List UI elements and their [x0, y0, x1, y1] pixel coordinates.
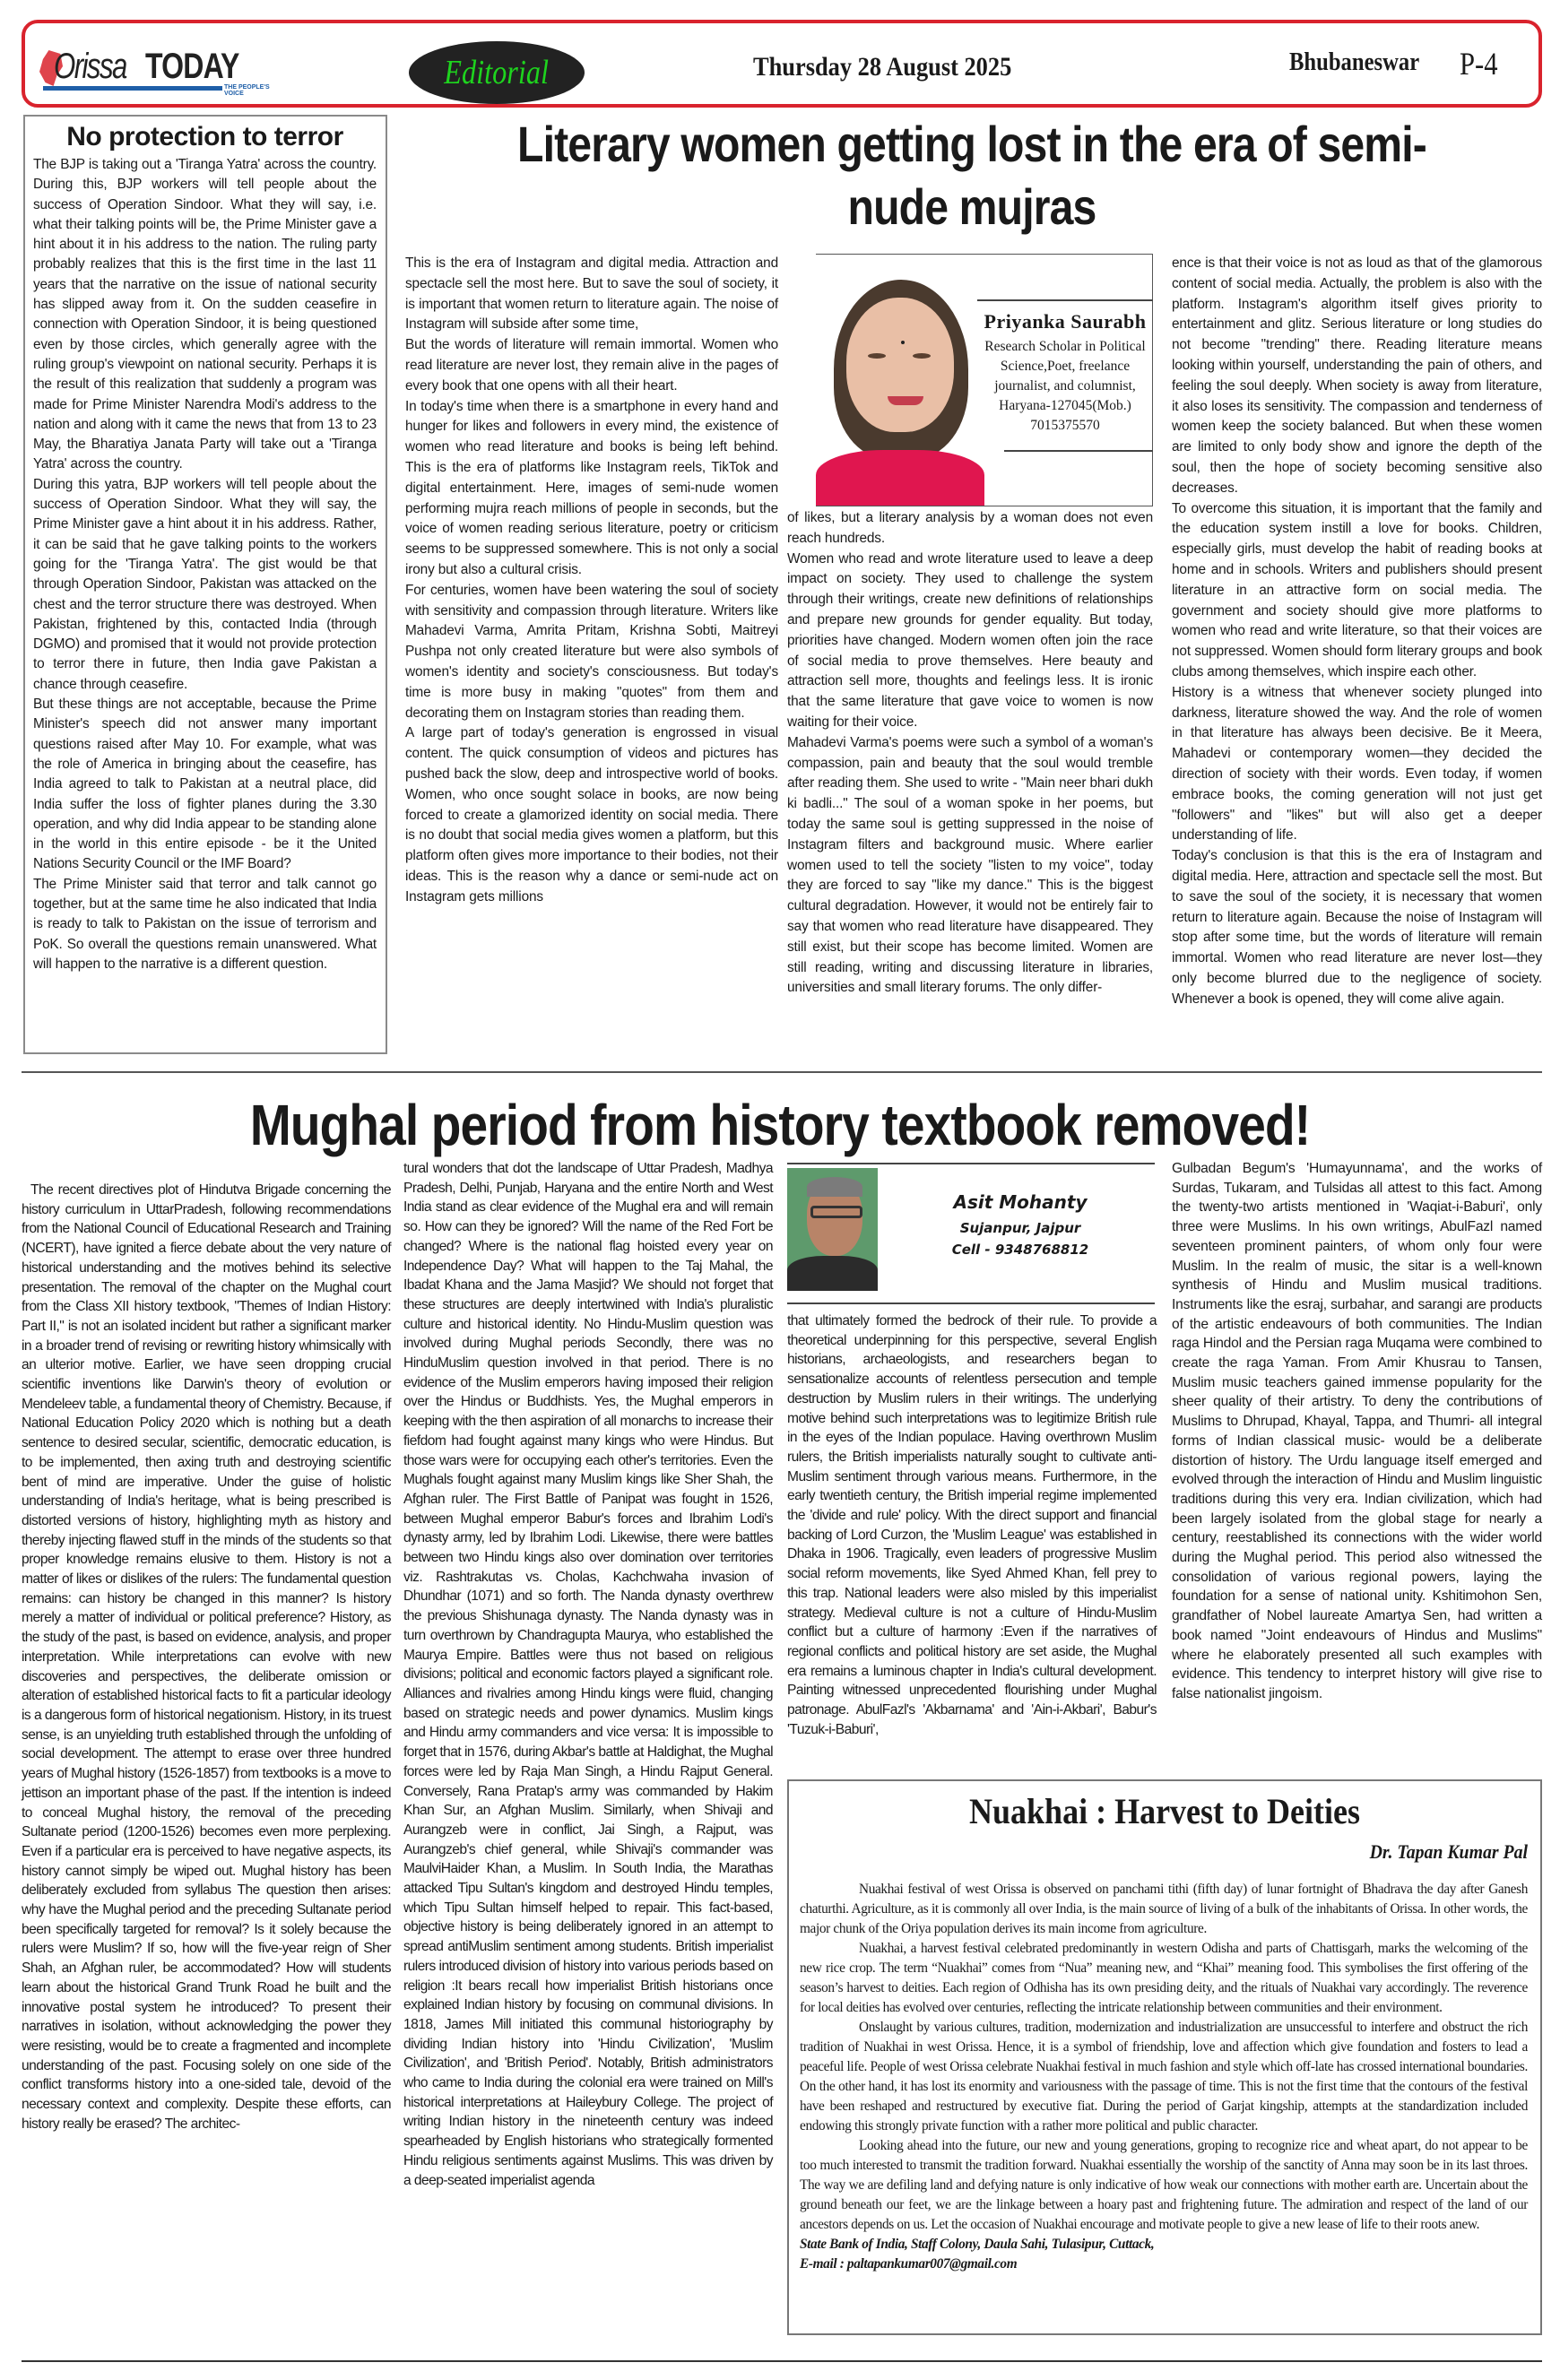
logo-today-text: TODAY [145, 47, 239, 86]
article-paragraph: Nuakhai festival of west Orissa is observed on panchami tithi (fifth day) of lunar fortnight of Bhadrava the day after Ganesh chaturthi. Agriculture, as it is commonly all over India, is the main source of living of a bulk of the inhabitants of Orissa. In other words, the major chunk of the Oriya population derives its main income from agriculture. [800, 1882, 1528, 1936]
article-paragraph: In today's time when there is a smartphone in every hand and hunger for likes and followers in every mind, the existence of women who read literature and books is being left behind. This is the era of platforms like Instagram reels, TikTok and digital entertainment. Here, images of semi-nude women performing mujra reach millions of people in seconds, but the voice of women reading serious literature, poetry or criticism seems to be suppressed somewhere. This is not only a social irony but also a cultural crisis. [405, 398, 778, 577]
page-bottom-rule [22, 2360, 1542, 2362]
editorial-paragraph: The Prime Minister said that terror and talk cannot go together, but at the same time he also indicated that India is ready to talk to Pakistan on the issue of terrorism and PoK. So overall the questions remain unanswered. What will happen to the narrative is a different question. [33, 876, 377, 972]
byline-divider [787, 1303, 1155, 1304]
nuakhai-headline: Nuakhai : Harvest to Deities [969, 1791, 1360, 1831]
logo-orissa-text: Orissa [54, 47, 126, 86]
logo-underline [43, 86, 222, 91]
mughal-author-byline [787, 1159, 1157, 1308]
article-paragraph: Gulbadan Begum's 'Humayunnama', and the works of Surdas, Tukaram, and Tulsidas all attest to this fact. Among the twenty-two artists mentioned in 'Waqiat-i-Baburi', only three were Muslims. In his own writings, AbulFazl named seventeen prominent painters, of whom only four were Muslim. In the realm of music, the sitar is a well-known synthesis of Hindu and Muslim musical traditions. Instruments like the esraj, surbahar, and sarangi are products of the artistic endeavours of both communities. The Indian raga Hindol and the Persian raga Muqama were combined to create the raga Yaman. From Amir Khusrau to Tansen, Muslim music teachers gained immense popularity for the sheer quality of their artistry. To deny the contributions of Muslims to Dhrupad, Khayal, Tappa, and Thumri- all integral forms of Indian classical music- would be a deliberate distortion of history. The Urdu language itself emerged and evolved through the interaction of Hindu and Muslim linguistic traditions during this very era. Indian civilization, which had been largely isolated from the global stage for nearly a century, reestablished its connections with the wider world during the Mughal period. This period also witnessed the consolidation of various regional powers, laying the foundation for a sense of national unity. Kshitimohon Sen, grandfather of Nobel laureate Amartya Sen, had written a book named "Joint endeavours of Hindus and Muslims" where he elaborately presented all such examples with evidence. This tendency to interpret history will give rise to false nationalist jingoism. [1172, 1161, 1542, 1701]
mughal-article-column-4 [1172, 1159, 1542, 1704]
author-name: Asit Mohanty [953, 1191, 1088, 1213]
author-description: Research Scholar in Political Science,Poet, freelance journalist, and columnist, Haryana-127045(Mob.) 7015375570 [984, 339, 1146, 433]
author-location: Sujanpur, Jajpur [959, 1220, 1081, 1236]
editorial-body [33, 155, 377, 974]
author-email[interactable]: E-mail : paltapankumar007@gmail.com [800, 2256, 1018, 2272]
literary-article-column-2 [787, 508, 1153, 999]
article-paragraph: Nuakhai, a harvest festival celebrated predominantly in western Odisha and parts of Chattisgarh, marks the welcoming of the new rice crop. The term “Nuakhai” comes from “Nua” meaning new, and “Khai” meaning food. This symbolises the first offering of the season’s harvest to deities. Each region of Odhisha has its own presiding deity, and the rituals of Nuakhai vary accordingly. The reverence for local deities has evolved over centuries, reflecting the intricate relationship between communities and their environment. [800, 1941, 1528, 2015]
article-paragraph: Mahadevi Varma's poems were such a symbol of a woman's compassion, pain and beauty that the soul would tremble after reading them. She used to write - "Main neer bhari dukh ki badli..." The soul of a woman spoke in her poems, but today the same soul is getting suppressed in the noise of Instagram filters and background music. Where earlier women used to tell the society "listen to my voice", today they are forced to say "like my dance." This is the biggest cultural degradation. However, it would not be entirely fair to say that women who read literature have disappeared. They still exist, but their scope has become limited. Women are still reading, writing and discussing literature in libraries, universities and small literary forums. The only differ- [787, 734, 1153, 996]
section-badge-editorial [409, 41, 585, 104]
literary-article-column-3 [1172, 254, 1542, 1009]
logo-tagline: THE PEOPLE'S VOICE [224, 84, 270, 97]
article-paragraph: Women who read and wrote literature used to leave a deep impact on society. They used to challenge the system through their writings, create new definitions of relationships and prepare new grounds for gender equality. But today, priorities have changed. Modern women often join the race of social media to prove themselves. Here beauty and attraction sell more, thoughts and feelings less. It is ironic that the same literature that gave voice to women is now waiting for their voice. [787, 550, 1153, 730]
editorial-paragraph: During this yatra, BJP workers will tell people about the success of Operation Sindoor. What they will say, the Prime Minister gave a hint about it in his address. Rather, it can be said that he gave talking points to the workers going for the 'Tiranga Yatra'. The gist would be that through Operation Sindoor, Pakistan was attacked on the chest and the terror structure there was destroyed. When Pakistan, frightened by this, contacted India (through DGMO) and promised that it would not provide protection to terror there in future, then India gave Pakistan a chance through ceasefire. [33, 476, 377, 692]
mughal-article-column-1 [22, 1181, 391, 2133]
mughal-article-column-2 [403, 1159, 773, 2190]
literary-article-column-1 [405, 254, 778, 908]
article-paragraph: that ultimately formed the bedrock of their rule. To provide a theoretical underpinning for this perspective, several English historians, archaeologists, and researchers began to sensationalize accounts of relentless persecution and temple destruction by Muslim rulers in their writings. The underlying motive behind such interpretations was to legitimize British rule in the eyes of the Indian populace. Having overthrown Muslim rulers, the British imperialists naturally sought to cultivate anti-Muslim sentiment through various means. Furthermore, in the early twentieth century, the British imperial regime implemented the 'divide and rule' policy. With the direct support and financial backing of Lord Curzon, the 'Muslim League' was established in Dhaka in 1906. Tragically, even leaders of progressive Muslim social reform movements, like Syed Ahmed Khan, fell prey to this trap. National leaders were also misled by this imperialist strategy. Medieval culture is not a culture of Hindu-Muslim conflict but a culture of harmony :Even if the narratives of regional conflicts and political history are set aside, the Mughal era remains a luminous chapter in India's cultural development. Painting witnessed unprecedented flourishing under Mughal patronage. AbulFazl's 'Akbarnama' and 'Ain-i-Akbari', Babur's 'Tuzuk-i-Baburi', [787, 1313, 1157, 1737]
author-photo [787, 1168, 878, 1291]
editorial-paragraph: The BJP is taking out a 'Tiranga Yatra' across the country. During this, BJP workers will tell people about the success of Operation Sindoor. What they will say, i.e. what their talking points will be, the Prime Minister gave a hint about it in his address to the nation. The ruling party probably realizes that this is the first time in the last 11 years that the narrative on the issue of national security has slipped away from it. On the sudden ceasefire in connection with Operation Sindoor, it is being questioned even by those circles, which generally agree with the ruling group's viewpoint on national security. Perhaps it is the result of this realization that suddenly a program was made for Prime Minister Narendra Modi's address to the nation and along with it came the news that from 13 to 23 May, the Bharatiya Janata Party will take out a 'Tiranga Yatra' across the country. [33, 157, 377, 472]
author-photo [816, 271, 984, 506]
section-badge-label: Editorial [444, 54, 550, 91]
article-paragraph: Onslaught by various cultures, tradition, modernization and industrialization are unsuccessful to interfere and obstruct the rich tradition of Nuakhai in west Orissa. Hence, it is a symbol of friendship, love and affection which give foundation and fosters to lead a peaceful life. People of west Orissa celebrate Nuakhai festival in much fashion and style which off-late has crossed international boundaries. On the other hand, it has lost its enormity and variousness with the passage of time. This is not the first time that the contours of the festival have been reshaped and restructured by executive fiat. During the period of Garjat kingship, attempts at the standardization included endowing this strongly private function with a rather more political and public character. [800, 2020, 1528, 2133]
editorial-no-protection-to-terror [23, 115, 387, 1054]
article-paragraph: of likes, but a literary analysis by a woman does not even reach hundreds. [787, 510, 1153, 546]
author-address: State Bank of India, Staff Colony, Daula Sahi, Tulasipur, Cuttack, [800, 2237, 1155, 2252]
orissa-today-logo[interactable] [39, 47, 273, 97]
mughal-article-column-3 [787, 1311, 1157, 1739]
literary-article-headline: Literary women getting lost in the era of semi-nude mujras [517, 116, 1426, 235]
masthead [22, 20, 1542, 108]
mughal-article-headline: Mughal period from history textbook removed! [249, 1093, 1311, 1157]
author-name: Priyanka Saurabh [984, 310, 1147, 333]
section-divider [22, 1071, 1542, 1073]
page-number: P-4 [1460, 46, 1498, 82]
article-paragraph: The recent directives plot of Hindutva Brigade concerning the history curriculum in UttarPradesh, following recommendations from the National Council of Educational Research and Training (NCERT), have ignited a fierce debate about the very nature of historical understanding and the motives behind its selective presentation. The removal of the chapter on the Mughal court from the Class XII history textbook, "Themes of Indian History: Part II," is not an isolated incident but rather a significant marker in a broader trend of revising or rewriting history whimsically with an ulterior motive. Earlier, we have seen dropping crucial scientific inventions like Darwin's theory of evolution or Mendeleev table, a fundamental theory of Chemistry. Because, if National Education Policy 2020 which is nothing but a death sentence to desired secular, scientific, democratic education, is to be implemented, then axing truth and destroying scientific bent of mind are imperative. Under the guise of holistic understanding of India's heritage, what is being prescribed is distorted versions of history, highlighting myth as history and thereby injecting flawed stuff in the minds of the students so that proper knowledge remains elusive to them. History is not a matter of likes or dislikes of the rulers: The fundamental question remains: can history be changed in this manner? Is history merely a matter of individual or political preference? History, as the study of the past, is based on evidence, analysis, and proper interpretation. While interpretations can evolve with new discoveries and perspectives, the deliberate omission or alteration of established historical facts to fit a particular ideology is a dangerous form of historical negationism. History, in its truest sense, is an unyielding truth established through the unfolding of social development. The attempt to erase over three hundred years of Mughal history (1526-1857) from textbooks is a move to jettison an important phase of the past. If the intention is indeed to conceal Mughal history, the removal of the preceding Sultanate period (1200-1526) becomes even more perplexing. Even if a particular era is perceived to have negative aspects, its history cannot simply be wiped out. Mughal history has been deliberately excluded from syllabus The question then arises: why have the Mughal period and the preceding Sultanate period been specifically targeted for removal? Is it solely because the rulers were Muslim? If so, how will the five-year reign of Sher Shah, an Afghan ruler, be accommodated? How will students learn about the historical Grand Trunk Road he built and the innovative postal system he introduced? To present their narratives in isolation, without acknowledging the power they were resisting, would be to create a fragmented and incomplete understanding of the past. Focusing solely on one side of the conflict transforms history into a one-sided tale, devoid of the necessary context and complexity. Despite these efforts, can history really be erased? The architec- [22, 1182, 391, 2132]
article-paragraph: Today's conclusion is that this is the era of Instagram and digital media. Here, attraction and spectacle sell the most. But to save the soul of the society, it is necessary that women return to literature again. Because the noise of Instagram will stop after some time, but the words of literature will remain immortal. Women who read literature are never lost—they only become blurred due to the negligence of society. Whenever a book is opened, they will come alive again. [1172, 848, 1542, 1007]
author-byline-box [816, 254, 1153, 506]
article-paragraph: But the words of literature will remain immortal. Women who read literature are never lost, they remain alive in the pages of every book that one opens with all their heart. [405, 337, 778, 394]
byline-divider [787, 1163, 1155, 1164]
author-phone: Cell - 9348768812 [951, 1242, 1089, 1258]
nuakhai-article-box [787, 1779, 1542, 2335]
article-paragraph: To overcome this situation, it is important that the family and the education system instill a love for books. Children, especially girls, must develop the habit of reading books at home and in schools. Writers and publishers should present literature in an attractive form on social media. The government and society should give more platforms to women who read and write literature, so that their voices are not suppressed. Women should form literary groups and book clubs among themselves, which inspire each other. [1172, 500, 1542, 679]
nuakhai-body [800, 1880, 1528, 2274]
editorial-title: No protection to terror [66, 122, 343, 151]
article-paragraph: Looking ahead into the future, our new and young generations, groping to recognize rice and wheat apart, do not appear to be too much interested to transmit the tradition forward. Nuakhai essentially the worship of the sanctity of Anna may soon be in its last throes. The way we are defiling land and defying nature is only indicative of how weak our connections with mother earth are. Uncertain about the ground beneath our feet, we are the linkage between a hoary past and frightening future. The admiration and respect of the land of our ancestors depends on us. Let the occasion of Nuakhai encourage and motivate people to give a new lease of life to their roots anew. [800, 2138, 1528, 2232]
editorial-paragraph: But these things are not acceptable, because the Prime Minister's speech did not answer many important questions raised after May 10. For example, what was the role of America in bringing about the ceasefire, has India agreed to talk to Pakistan at a neutral place, did India suffer the loss of fighter planes during the 3.30 operation, and why did India appear to be standing alone in the world in this entire episode - be it the United Nations Security Council or the IMF Board? [33, 697, 377, 872]
article-paragraph: A large part of today's generation is engrossed in visual content. The quick consumption of videos and pictures has pushed back the slow, deep and introspective world of books. Women, who once sought solace in books, are now being forced to create a glamorized identity on social media. There is no doubt that social media gives women a platform, but this platform often gives more importance to their bodies, not their ideas. This is the reason why a dance or semi-nude act on Instagram gets millions [405, 725, 778, 904]
issue-date: Thursday 28 August 2025 [753, 52, 1012, 82]
article-paragraph: History is a witness that whenever society plunged into darkness, literature showed the way. And the role of women in that literature has always been decisive. Be it Meera, Mahadevi or contemporary women—they decided the direction of society with their words. Even today, if women embrace books, the coming generation will not just get "followers" and "likes" but will also get a deeper understanding of life. [1172, 684, 1542, 844]
article-paragraph: ence is that their voice is not as loud as that of the glamorous content of social media. Actually, the problem is also with the platform. Instagram's algorithm itself gives priority to entertainment and glitz. Serious literature or long studies do not become "trending" there. Reading literature means looking within yourself, understanding the pain of others, and feeling the soul deeply. When society is away from literature, it also loses its sensitivity. The compassion and tenderness of women keep the society balanced. But when these women are limited to only body show and ignore the depth of the soul, then the hope of society becoming sensitive also decreases. [1172, 255, 1542, 496]
article-paragraph: tural wonders that dot the landscape of Uttar Pradesh, Madhya Pradesh, Delhi, Punjab, Haryana and the entire North and West India stand as clear evidence of the Mughal era and will remain so. How can they be ignored? Will the name of the Red Fort be changed? Where is the national flag hoisted every year on Independence Day? What will happen to the Taj Mahal, the Ibadat Khana and the Jama Masjid? We should not forget that these structures are deeply intertwined with India's pluralistic culture and historical identity. No Hindu-Muslim question was involved during Mughal periods Secondly, there was no HinduMuslim question involved in that period. There is no evidence of the Muslim emperors having imposed their religion over the Hindus or Buddhists. Yes, the Mughal emperors in keeping with the then aspiration of all monarchs to increase their fiefdom had fought against many kings who were Hindus. But those wars were for occupying each other's territories. Even the Mughals fought against many Muslim kings like Sher Shah, the Afghan ruler. The First Battle of Panipat was fought in 1526, between Mughal emperor Babur's forces and Ibrahim Lodi's dynasty army, led by Ibrahim Lodi. Likewise, there were battles between two Hindu kings also over domination over territories viz. Rashtrakutas vs. Cholas, Kachchwaha invasion of Dhundhar (1071) and so forth. The Nanda dynasty overthrew the previous Shishunaga dynasty. The Nanda dynasty was in turn overthrown by Chandragupta Maurya, who established the Maurya Empire. Battles were thus not based on religious divisions; political and economic factors played a significant role. Alliances and rivalries among Hindu kings were fluid, changing based on strategic needs and power dynamics. Muslim kings and Hindu army commanders and vice versa: It is impossible to forget that in 1576, during Akbar's battle at Haldighat, the Mughal forces were led by Raja Man Singh, a Hindu Rajput General. Conversely, Rana Pratap's army was commanded by Hakim Khan Sur, an Afghan Muslim. Similarly, when Shivaji and Aurangzeb were in conflict, Jai Singh, a Rajput, was Aurangzeb's chief general, while Shivaji's commander was MaulviHaider Khan, a Muslim. In South India, the Marathas attacked Tipu Sultan's kingdom and destroyed Hindu temples, which Tipu Sultan himself helped to repair. This fact-based, objective history is being deliberately ignored in an attempt to spread antiMuslim sentiment among students. British imperialist rulers introduced division of history into various periods based on religion :It bears recall how imperialist British historians once explained Indian history by focusing on communal divisions. In 1818, James Mill initiated this communal historiography by dividing Indian history into 'Hindu Civilization', 'Muslim Civilization', and 'British Period'. Notably, British administrators who came to India during the colonial era were trained on Mill's historical interpretations at Haileybury College. The project of writing Indian history in the nineteenth century was indeed spearheaded by English historians who strategically formented Hindu religious sentiments against Muslims. This was driven by a deep-seated imperialist agenda [403, 1161, 773, 2188]
article-paragraph: This is the era of Instagram and digital media. Attraction and spectacle sell the most here. But to save the soul of society, it is important that women return to literature again. The noise of Instagram will subside after some time, [405, 255, 778, 333]
article-paragraph: For centuries, women have been watering the soul of society with sensitivity and compassion through literature. Writers like Mahadevi Varma, Amrita Pritam, Krishna Sobti, Maitreyi Pushpa not only created literature but were also symbols of women's identity and society's consciousness. But today's time is more busy in making "quotes" from them and decorating them on Instagram stories than reading them. [405, 582, 778, 721]
nuakhai-author: Dr. Tapan Kumar Pal [1369, 1840, 1528, 1863]
edition-city: Bhubaneswar [1289, 48, 1420, 76]
byline-divider [1004, 450, 1153, 452]
byline-divider [977, 299, 1153, 301]
